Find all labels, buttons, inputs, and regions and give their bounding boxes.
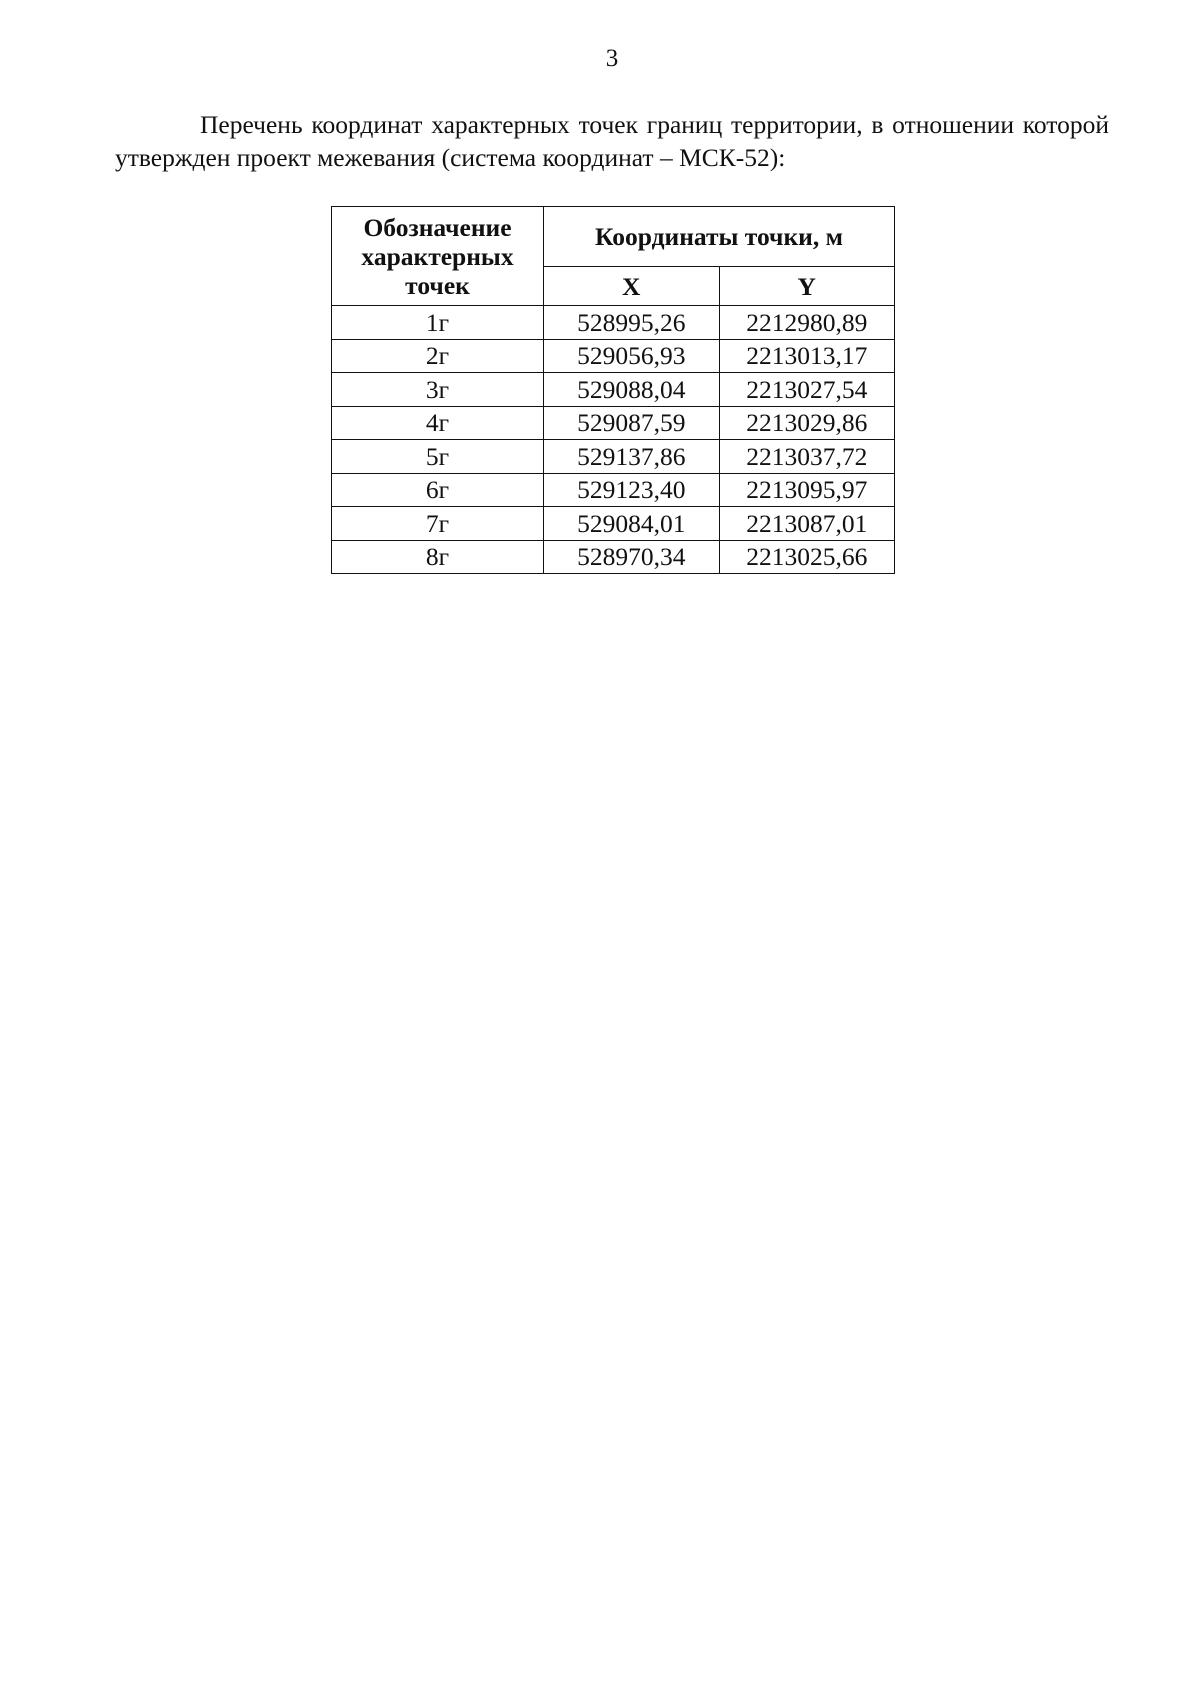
point-cell: 5г <box>332 440 544 474</box>
coordinates-table <box>331 206 895 574</box>
table-row <box>332 339 895 373</box>
point-cell: 6г <box>332 473 544 507</box>
intro-paragraph: Перечень координат характерных точек границ территории, в отношении которой утвержден проект межевания (система координат – МСК-52): <box>115 110 1109 172</box>
table-row <box>332 440 895 474</box>
table-header-row <box>332 207 895 267</box>
x-cell: 529084,01 <box>544 507 720 541</box>
y-cell: 2213087,01 <box>719 507 895 541</box>
x-cell: 529088,04 <box>544 373 720 407</box>
table-row <box>332 507 895 541</box>
y-cell: 2213037,72 <box>719 440 895 474</box>
y-cell: 2212980,89 <box>719 306 895 340</box>
table-row <box>332 473 895 507</box>
x-cell: 529137,86 <box>544 440 720 474</box>
x-cell: 528995,26 <box>544 306 720 340</box>
header-y: Y <box>719 267 895 306</box>
header-x: X <box>544 267 720 306</box>
x-cell: 529087,59 <box>544 406 720 440</box>
header-points: Обозначение характерных точек <box>332 207 544 306</box>
table-row <box>332 406 895 440</box>
point-cell: 7г <box>332 507 544 541</box>
y-cell: 2213095,97 <box>719 473 895 507</box>
table-row <box>332 373 895 407</box>
table-row <box>332 306 895 340</box>
y-cell: 2213027,54 <box>719 373 895 407</box>
point-cell: 8г <box>332 540 544 574</box>
y-cell: 2213013,17 <box>719 339 895 373</box>
y-cell: 2213025,66 <box>719 540 895 574</box>
header-coordinates: Координаты точки, м <box>544 207 895 267</box>
point-cell: 3г <box>332 373 544 407</box>
point-cell: 4г <box>332 406 544 440</box>
x-cell: 529056,93 <box>544 339 720 373</box>
x-cell: 528970,34 <box>544 540 720 574</box>
page-number: 3 <box>605 45 619 72</box>
table-row <box>332 540 895 574</box>
point-cell: 2г <box>332 339 544 373</box>
point-cell: 1г <box>332 306 544 340</box>
x-cell: 529123,40 <box>544 473 720 507</box>
y-cell: 2213029,86 <box>719 406 895 440</box>
